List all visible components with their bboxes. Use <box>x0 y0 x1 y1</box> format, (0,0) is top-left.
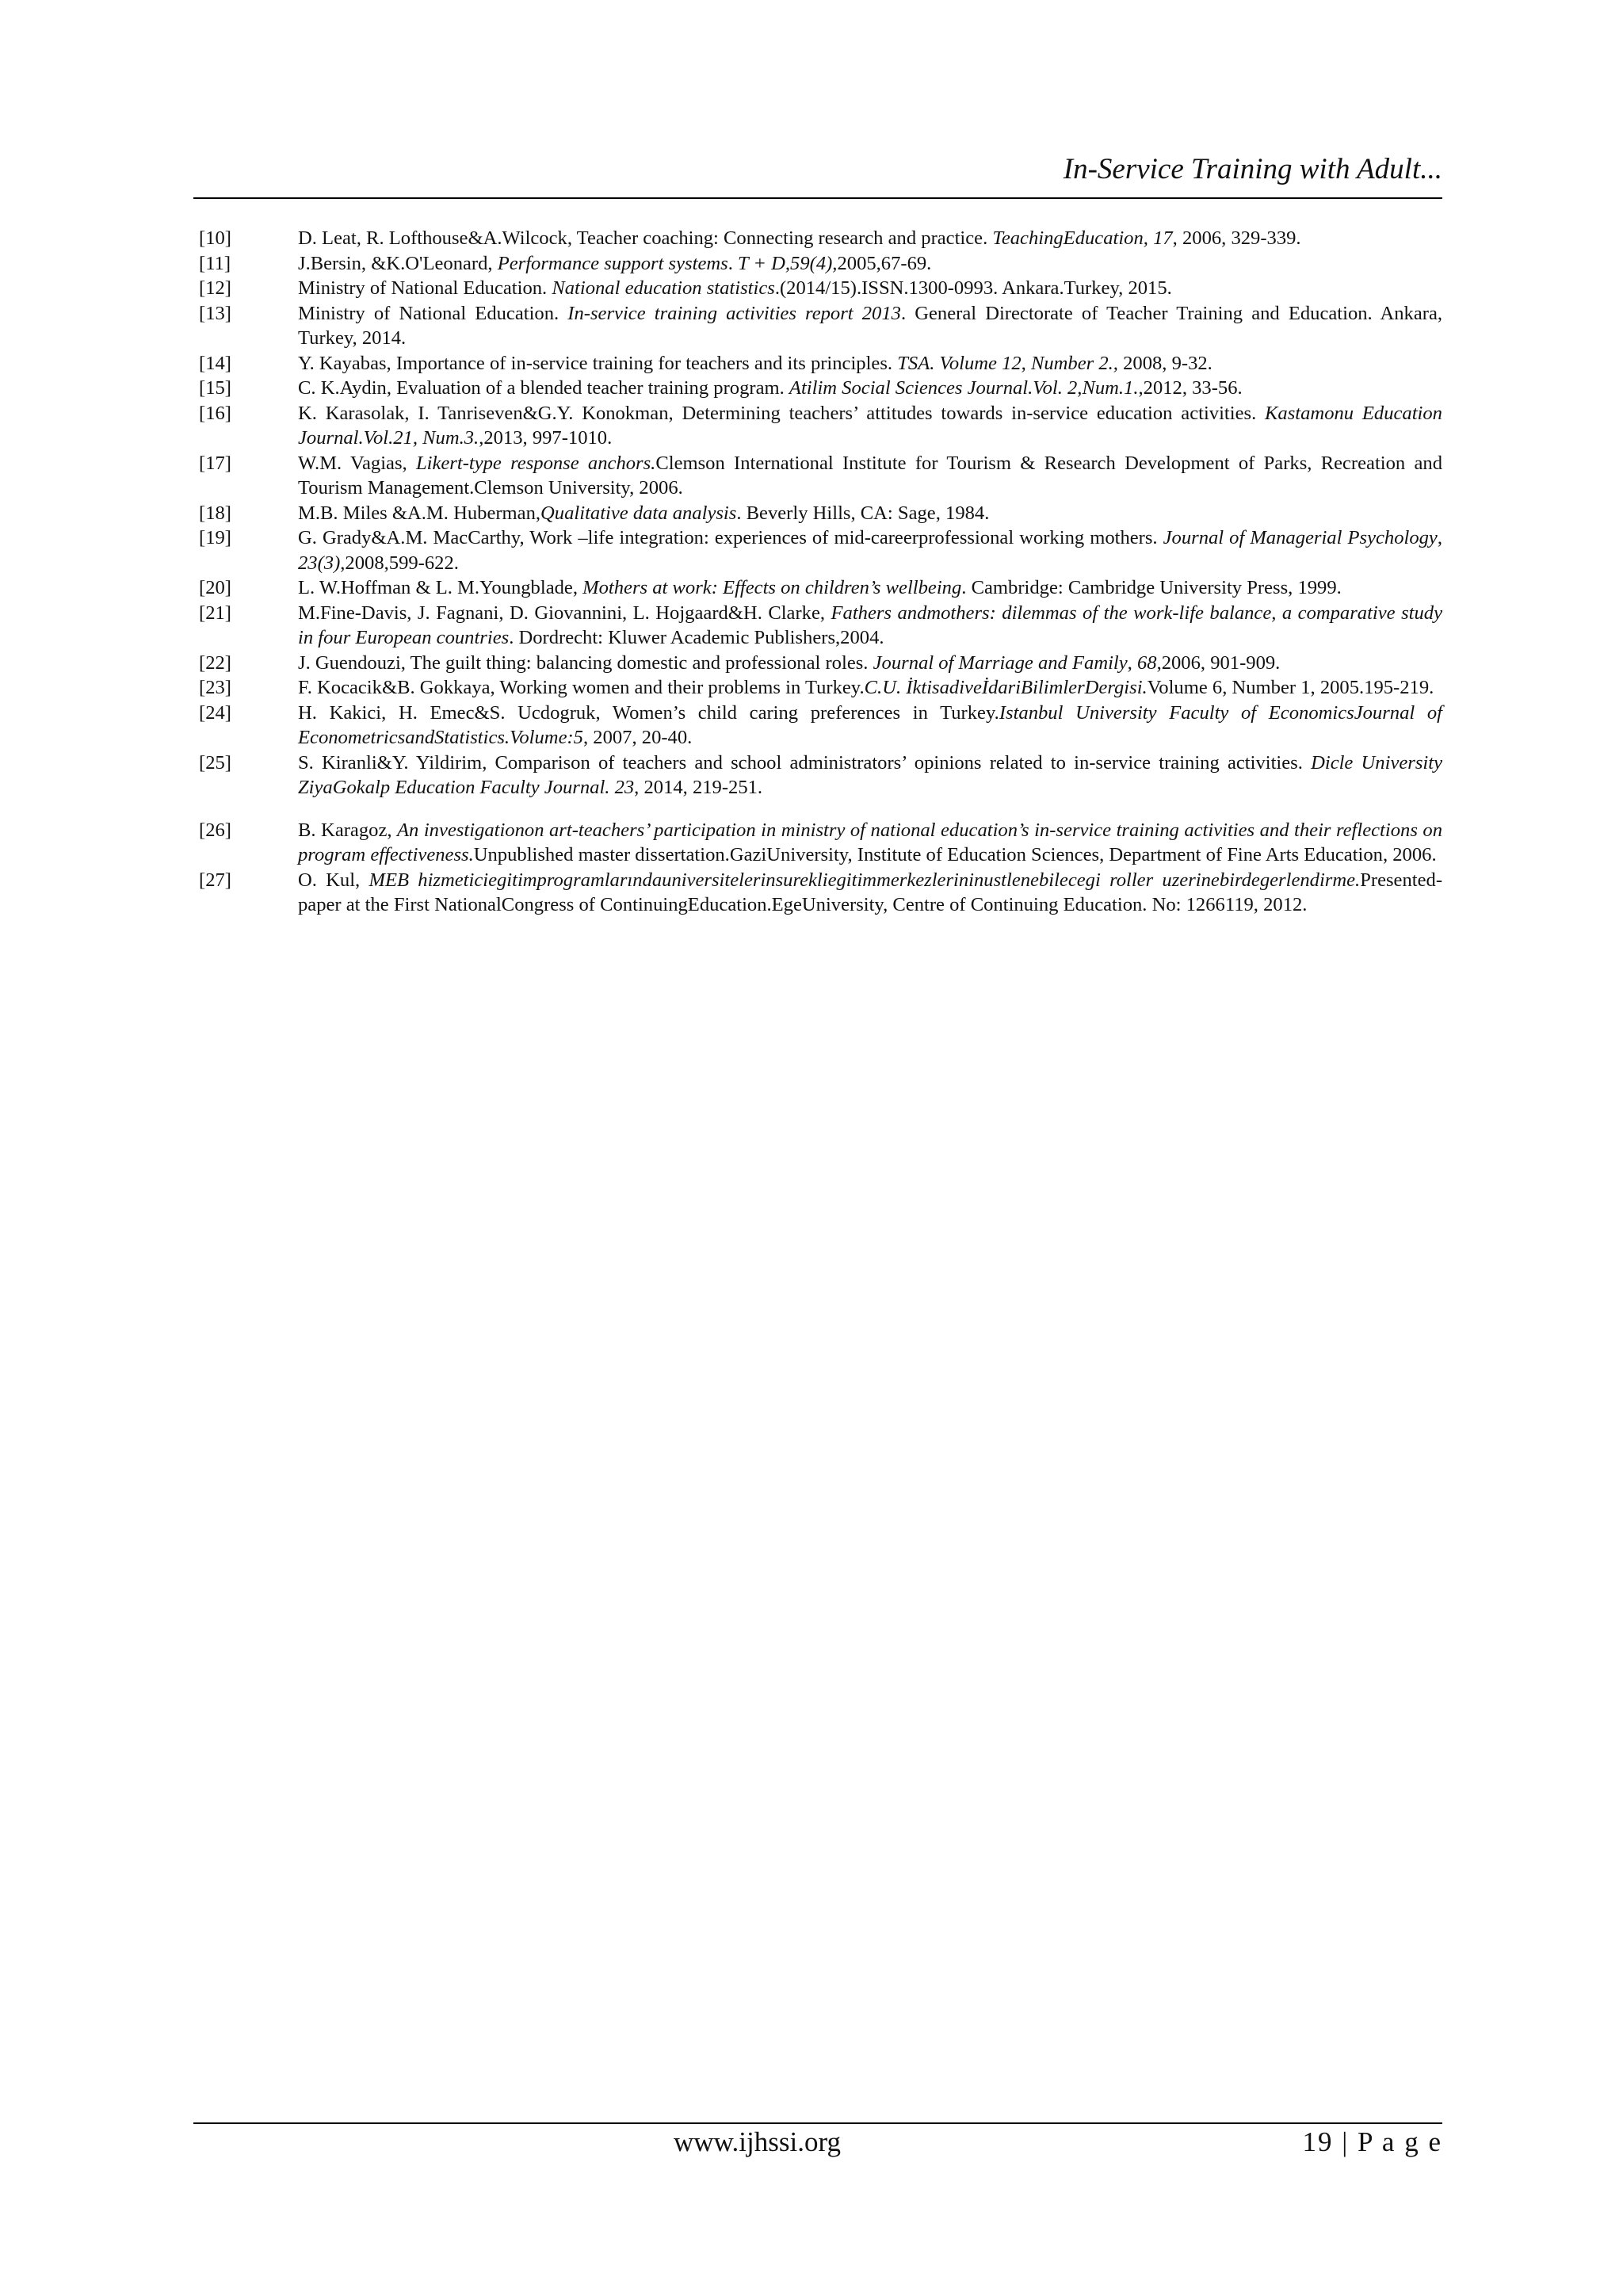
reference-entry <box>193 351 1442 376</box>
reference-text <box>298 651 1442 676</box>
reference-number: [12] <box>199 277 231 299</box>
reference-italic-segment: Likert-type response anchors. <box>415 452 656 474</box>
reference-italic-segment: TSA. Volume 12, Number 2., <box>897 352 1118 374</box>
footer-website: www.ijhssi.org <box>674 2126 841 2157</box>
reference-text <box>298 251 1442 277</box>
reference-segment: O. Kul, <box>298 869 369 891</box>
reference-entry <box>193 651 1442 676</box>
reference-entry <box>193 376 1442 401</box>
reference-segment: M.Fine-Davis, J. Fagnani, D. Giovannini, L. Hojgaard&H. Clarke, <box>298 602 831 624</box>
reference-italic-segment: National education statistics <box>552 277 775 299</box>
reference-text <box>298 575 1442 601</box>
reference-italic-segment: Atilim Social Sciences Journal.Vol. 2,Num.1. <box>789 377 1139 399</box>
reference-entry <box>193 451 1442 501</box>
reference-segment: K. Karasolak, I. Tanriseven&G.Y. Konokman, Determining teachers’ attitudes towards in-service education activities. <box>298 402 1266 424</box>
reference-italic-segment: 68 <box>1136 651 1157 674</box>
reference-text <box>298 675 1442 701</box>
reference-italic-segment: Performance support systems <box>497 252 728 274</box>
reference-segment: J.Bersin, &K.O'Leonard, <box>298 252 498 274</box>
reference-text <box>298 868 1442 918</box>
reference-italic-segment: Qualitative data analysis <box>540 502 737 524</box>
reference-segment: Volume 6, Number 1, 2005.195-219. <box>1147 677 1434 698</box>
reference-text <box>298 701 1442 751</box>
reference-segment: , 2007, 20-40. <box>582 727 693 748</box>
reference-segment: S. Kiranli&Y. Yildirim, Comparison of teachers and school administrators’ opinions related to in-service training activities. <box>298 751 1312 774</box>
reference-entry <box>193 575 1442 601</box>
reference-italic-segment: 23(3) <box>298 552 341 574</box>
reference-number: [15] <box>199 377 231 399</box>
reference-number: [19] <box>199 527 231 548</box>
reference-segment: . Dordrecht: Kluwer Academic Publishers,2004. <box>509 627 884 648</box>
reference-number: [11] <box>199 252 231 274</box>
reference-segment: Ministry of National Education. <box>298 277 552 299</box>
reference-entry <box>193 276 1442 301</box>
reference-segment: G. Grady&A.M. MacCarthy, Work –life integration: experiences of mid-careerprofessional working mothers. <box>298 527 1163 548</box>
reference-entry <box>193 868 1442 918</box>
reference-segment: . General Directorate of Teacher Training and Education. Ankara, Turkey, 2014. <box>298 302 1443 349</box>
reference-segment: . Cambridge: Cambridge University Press, 1999. <box>961 577 1342 598</box>
reference-segment: B. Karagoz, <box>298 819 398 841</box>
reference-entry <box>193 226 1442 251</box>
reference-segment: H. Kakici, H. Emec&S. Ucdogruk, Women’s child caring preferences in Turkey. <box>298 701 999 724</box>
reference-segment: .(2014/15).ISSN.1300-0993. Ankara.Turkey, 2015. <box>774 277 1172 299</box>
reference-entry <box>193 751 1442 800</box>
reference-entry <box>193 675 1442 701</box>
reference-entry <box>193 401 1442 451</box>
reference-list <box>193 226 1442 918</box>
reference-italic-segment: Istanbul University Faculty of EconomicsJournal of EconometricsandStatistics.Volume:5 <box>298 701 1442 748</box>
reference-number: [26] <box>199 819 231 841</box>
reference-segment: D. Leat, R. Lofthouse&A.Wilcock, Teacher coaching: Connecting research and practice. <box>298 227 993 249</box>
reference-entry <box>193 818 1442 868</box>
reference-text <box>298 751 1442 800</box>
reference-segment: J. Guendouzi, The guilt thing: balancing domestic and professional roles. <box>298 651 873 674</box>
reference-segment: . Beverly Hills, CA: Sage, 1984. <box>736 502 990 524</box>
reference-italic-segment: Mothers at work: Effects on children’s wellbeing <box>582 577 962 598</box>
reference-text <box>298 401 1442 451</box>
reference-number: [10] <box>199 227 231 249</box>
reference-text <box>298 818 1442 868</box>
reference-text <box>298 226 1442 251</box>
reference-number: [22] <box>199 651 231 674</box>
reference-text <box>298 301 1442 351</box>
reference-italic-segment: C.U. İktisadiveİdariBilimlerDergisi. <box>864 677 1148 698</box>
reference-segment: Presented-paper at the First NationalCongress of ContinuingEducation.EgeUniversity, Centre of Continuing Education. No: 1266119, 2012. <box>298 869 1443 915</box>
reference-italic-segment: An investigationon art-teachers’ participation in ministry of national education’s in-service training activities and their reflections on program effectiveness. <box>298 819 1442 865</box>
footer-rule <box>193 2122 1442 2124</box>
reference-number: [16] <box>199 402 231 424</box>
reference-number: [25] <box>199 751 231 774</box>
reference-segment: Ministry of National Education. <box>298 302 568 324</box>
reference-text <box>298 601 1442 651</box>
reference-segment: Unpublished master dissertation.GaziUniversity, Institute of Education Sciences, Department of Fine Arts Education, 2006. <box>473 844 1437 865</box>
reference-segment: L. W.Hoffman & L. M.Youngblade, <box>298 577 583 598</box>
reference-number: [23] <box>199 677 231 698</box>
reference-segment: , 2006, 329-339. <box>1172 227 1301 249</box>
reference-italic-segment: Journal of Managerial Psychology <box>1163 527 1438 548</box>
reference-segment: ,2008,599-622. <box>340 552 459 574</box>
reference-segment: 2008, 9-32. <box>1117 352 1212 374</box>
reference-number: [21] <box>199 602 231 624</box>
reference-text <box>298 351 1442 376</box>
footer-page-number: 19 | P a g e <box>1302 2126 1442 2157</box>
reference-text <box>298 525 1442 575</box>
reference-text <box>298 376 1442 401</box>
reference-entry <box>193 501 1442 526</box>
reference-italic-segment: TeachingEducation, 17 <box>992 227 1173 249</box>
reference-italic-segment: Dicle University ZiyaGokalp Education Faculty Journal. 23 <box>298 751 1442 798</box>
reference-segment: ,2006, 901-909. <box>1156 651 1281 674</box>
reference-italic-segment: Journal of Marriage and Family <box>873 651 1128 674</box>
reference-italic-segment: Kastamonu Education Journal.Vol.21, Num.3. <box>298 402 1442 449</box>
reference-segment: ,2012, 33-56. <box>1138 377 1243 399</box>
reference-text <box>298 501 1442 526</box>
running-header-title: In-Service Training with Adult... <box>1063 153 1442 185</box>
reference-number: [18] <box>199 502 231 524</box>
reference-italic-segment: T + D,59(4), <box>738 252 838 274</box>
reference-number: [24] <box>199 701 231 724</box>
reference-segment: ,2013, 997-1010. <box>479 427 613 449</box>
reference-entry <box>193 601 1442 651</box>
reference-segment: . <box>727 252 738 274</box>
reference-number: [20] <box>199 577 231 598</box>
reference-entry <box>193 701 1442 751</box>
reference-italic-segment: In-service training activities report 2013 <box>567 302 901 324</box>
reference-segment: 2005,67-69. <box>837 252 932 274</box>
reference-italic-segment: Fathers andmothers: dilemmas of the work-life balance, a comparative study in four European countries <box>298 602 1442 648</box>
reference-segment: , <box>1437 527 1442 548</box>
reference-number: [17] <box>199 452 231 474</box>
reference-number: [13] <box>199 302 231 324</box>
reference-segment: F. Kocacik&B. Gokkaya, Working women and their problems in Turkey. <box>298 677 865 698</box>
reference-segment: Y. Kayabas, Importance of in-service training for teachers and its principles. <box>298 352 898 374</box>
header-rule <box>193 197 1442 199</box>
reference-segment: M.B. Miles &A.M. Huberman, <box>298 502 541 524</box>
reference-entry <box>193 525 1442 575</box>
reference-text <box>298 276 1442 301</box>
reference-segment: Clemson International Institute for Tourism & Research Development of Parks, Recreation and Tourism Management.Clemson University, 2006. <box>298 452 1442 499</box>
reference-italic-segment: MEB hizmeticiegitimprogramlarındauniversitelerinsurekliegitimmerkezlerininustlenebilecegi roller uzerinebirdegerlendirme. <box>369 869 1361 891</box>
reference-number: [14] <box>199 352 231 374</box>
reference-segment: C. K.Aydin, Evaluation of a blended teacher training program. <box>298 377 789 399</box>
reference-segment: W.M. Vagias, <box>298 452 416 474</box>
reference-entry <box>193 301 1442 351</box>
reference-entry <box>193 251 1442 277</box>
reference-segment: , <box>1127 651 1137 674</box>
reference-segment: , 2014, 219-251. <box>634 777 763 798</box>
reference-number: [27] <box>199 869 231 891</box>
reference-text <box>298 451 1442 501</box>
